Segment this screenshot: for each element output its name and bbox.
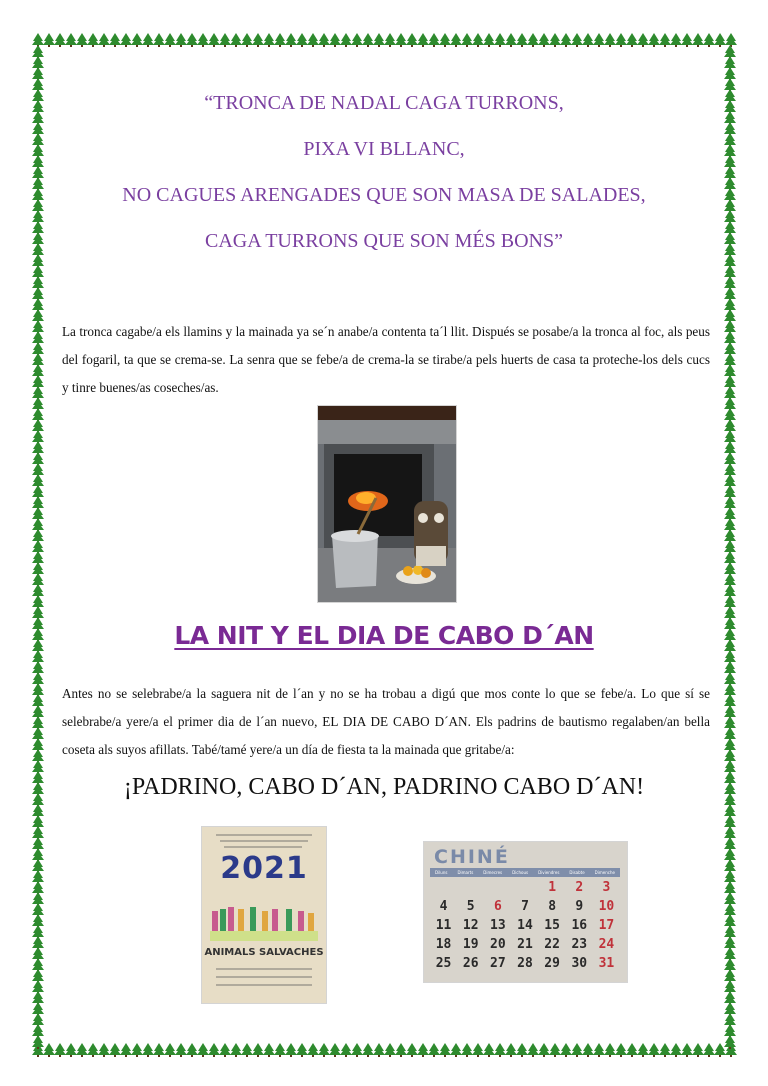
calendar-day	[457, 880, 484, 899]
calendar-day: 10	[598, 899, 615, 914]
calendar-day: 9	[575, 899, 584, 914]
calendar-day: 27	[490, 956, 506, 971]
calendar-day: 8	[548, 899, 557, 914]
paragraph-tronca: La tronca cagabe/a els llamins y la mainada ya se´n anabe/a contenta ta´l llit. Dispués se posabe/a la tronca al foc, als peus del fogaril, ta que se crema-se. La senra que se febe/a de crema-la se tirabe/a pels huerts de casa ta proteche-los dels cucs y tinre buenes/as coseches/as.	[62, 324, 710, 395]
calendar-day: 22	[544, 937, 560, 952]
calendar-day: 23	[571, 937, 588, 952]
calendar-day: 3	[602, 880, 611, 895]
section-heading: LA NIT Y EL DIA DE CABO D´AN	[174, 621, 594, 650]
calendar-day	[430, 880, 457, 899]
calendar-week-row	[430, 937, 620, 956]
calendar-day: 12	[462, 918, 479, 933]
calendar-day: 28	[517, 956, 533, 971]
book-cover-photo	[201, 826, 327, 1004]
calendar-day: 26	[462, 956, 479, 971]
calendar-day: 24	[598, 937, 615, 952]
calendar-day: 2	[575, 880, 584, 895]
poem-line-2: PIXA VI BLLANC,	[303, 138, 465, 160]
calendar-day: 29	[544, 956, 560, 971]
calendar-day: 16	[571, 918, 588, 933]
calendar-day: 14	[517, 918, 533, 933]
calendar-month: CHINÉ	[434, 846, 510, 868]
calendar-day: 7	[521, 899, 529, 914]
calendar-day: 1	[548, 880, 557, 895]
calendar-day: 6	[493, 899, 502, 914]
book-year: 2021	[220, 851, 308, 886]
poem-line-3: NO CAGUES ARENGADES QUE SON MASA DE SALADES,	[122, 184, 646, 206]
weekday-wed: Dimecres	[483, 870, 503, 875]
poem	[60, 92, 708, 276]
weekday-thu: Dichous	[512, 870, 529, 875]
calendar-day: 30	[571, 956, 588, 971]
calendar-day: 18	[435, 937, 452, 952]
calendar-day: 21	[517, 937, 533, 952]
weekday-fri: Diviendres	[538, 870, 560, 875]
shout-line: ¡PADRINO, CABO D´AN, PADRINO CABO D´AN!	[123, 774, 645, 800]
calendar-day	[511, 880, 538, 899]
book-title: ANIMALS SALVACHES	[204, 947, 324, 958]
calendar-day: 20	[490, 937, 506, 952]
calendar-weekday-bar	[430, 868, 620, 877]
calendar-week-row	[430, 918, 620, 937]
calendar-grid	[430, 880, 620, 975]
weekday-sat: Disabte	[569, 870, 585, 875]
calendar-week-row	[430, 880, 620, 899]
calendar-day: 11	[435, 918, 452, 933]
calendar-day	[484, 880, 511, 899]
calendar-day: 25	[435, 956, 452, 971]
poem-line-4: CAGA TURRONS QUE SON MÉS BONS”	[204, 230, 564, 252]
weekday-mon: Diluns	[434, 870, 448, 875]
calendar-day: 19	[462, 937, 479, 952]
calendar-day: 4	[439, 899, 448, 914]
calendar-week-row	[430, 899, 620, 918]
weekday-tue: Dimarts	[457, 870, 474, 875]
fireplace-photo	[317, 405, 457, 603]
weekday-sun: Dimenche	[594, 870, 615, 875]
paragraph-cabo-dan: Antes no se selebrabe/a la saguera nit de l´an y no se ha trobau a digú que mos conte lo que se febe/a. Lo que sí se selebrabe/a yere/a el primer dia de l´an nuevo, EL DIA DE CABO D´AN. Els padrins de bautismo regalaben/an bella coseta als suyos afillats. Tabé/tamé yere/a un día de fiesta ta la mainada que gritabe/a:	[62, 686, 710, 757]
calendar-day: 31	[598, 956, 615, 971]
calendar-photo	[423, 841, 628, 983]
poem-line-1: “TRONCA DE NADAL CAGA TURRONS,	[204, 92, 564, 114]
calendar-day: 13	[490, 918, 506, 933]
calendar-week-row	[430, 956, 620, 975]
calendar-day: 5	[466, 899, 475, 914]
calendar-day: 15	[544, 918, 560, 933]
calendar-day: 17	[598, 918, 615, 933]
